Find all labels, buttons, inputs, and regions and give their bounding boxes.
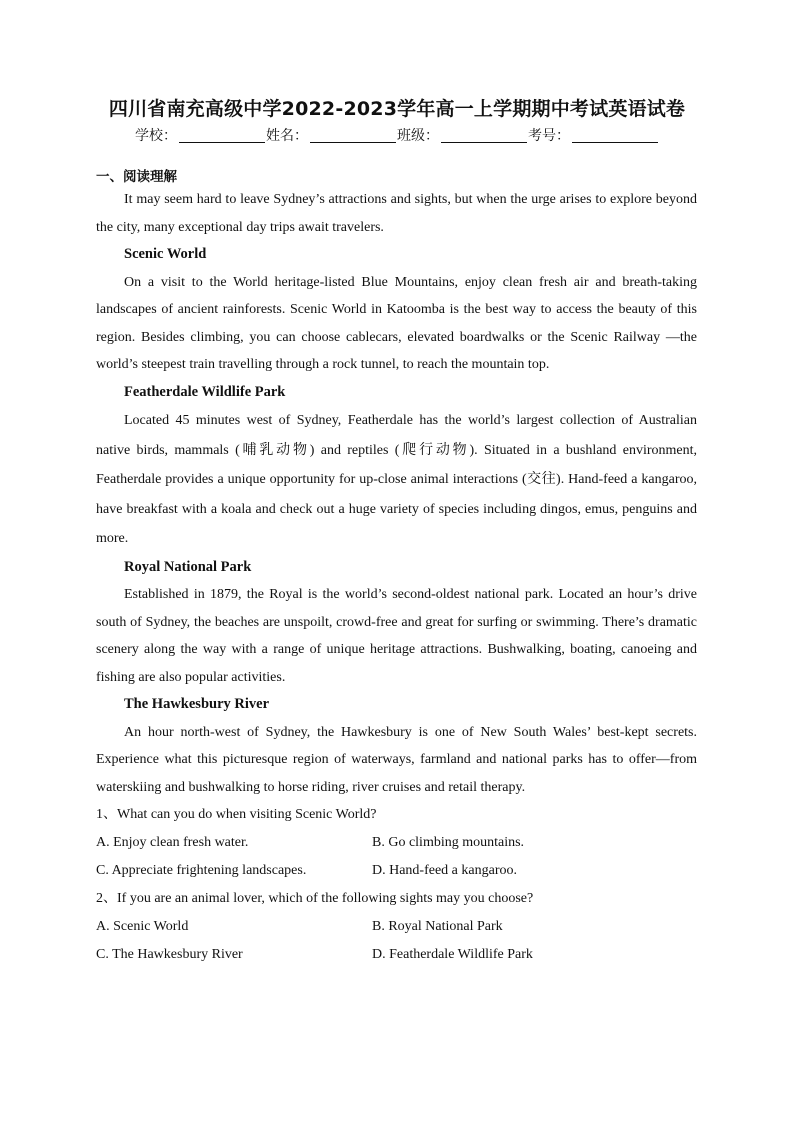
paragraph-scenic-world: On a visit to the World heritage-listed Blue Mountains, enjoy clean fresh air and breath-taking landscapes of ancient rainforests. Scenic World in Katoomba is the best way to access the beauty of this region. Besides climbing, you can choose cablecars, elevated boardwalks or the Scenic Railway —the world’s steepest train travelling through a rock tunnel, to reach the mountain top.: [96, 274, 697, 372]
reading-passage: [96, 186, 697, 969]
question-1-options-row-1: [96, 829, 697, 857]
question-2-option-d[interactable]: D. Featherdale Wildlife Park: [372, 947, 533, 962]
subheading-scenic-world: Scenic World: [124, 246, 207, 262]
number-field: [528, 126, 659, 146]
question-1-stem: 1、What can you do when visiting Scenic World?: [96, 807, 377, 822]
name-blank[interactable]: [310, 128, 396, 143]
number-blank[interactable]: [572, 128, 658, 143]
subheading-featherdale: Featherdale Wildlife Park: [124, 383, 286, 400]
paragraph-royal-national-park: Established in 1879, the Royal is the world’s second-oldest national park. Located an hour’s drive south of Sydney, the beaches are unspoilt, crowd-free and great for surfing or swimming. There’s dramatic scenery along the way with a range of unique heritage attractions. Bushwalking, boating, canoeing and fishing are also popular activities.: [96, 587, 697, 685]
paragraph-hawkesbury-river: An hour north-west of Sydney, the Hawkesbury is one of New South Wales’ best-kept secrets. Experience what this picturesque region of waterways, farmland and national parks has to offer—from waterskiing and bushwalking to horse riding, river cruises and retail therapy.: [96, 724, 697, 795]
subheading-royal-national-park: Royal National Park: [124, 558, 252, 575]
number-label: 考号：: [528, 128, 570, 144]
question-2-options-row-1: [96, 913, 697, 941]
question-2-stem: 2、If you are an animal lover, which of the following sights may you choose?: [96, 891, 534, 906]
question-1-option-a[interactable]: A. Enjoy clean fresh water.: [96, 835, 249, 850]
school-label: 学校：: [135, 128, 177, 144]
class-field: [397, 126, 528, 146]
question-1-option-b[interactable]: B. Go climbing mountains.: [372, 835, 525, 850]
paragraph-featherdale: Located 45 minutes west of Sydney, Featherdale has the world’s largest collection of Australian native birds, mammals (哺乳动物) and reptiles (爬行动物). Situated in a bushland environment, Featherdale provides a unique opportunity for up-close animal interactions (交往). Hand-feed a kangaroo, have breakfast with a koala and check out a huge variety of species including dingos, emus, penguins and more.: [96, 413, 697, 546]
question-2-option-c[interactable]: C. The Hawkesbury River: [96, 947, 243, 962]
passage-intro: It may seem hard to leave Sydney’s attractions and sights, but when the urge arises to explore beyond the city, many exceptional day trips await travelers.: [96, 192, 697, 235]
student-info-line: [0, 126, 794, 146]
page-title: 四川省南充高级中学2022-2023学年高一上学期期中考试英语试卷: [108, 98, 686, 120]
name-field: [266, 126, 397, 146]
class-blank[interactable]: [441, 128, 527, 143]
section-heading: 一、阅读理解: [96, 169, 177, 185]
name-label: 姓名：: [266, 128, 308, 144]
question-1-option-c[interactable]: C. Appreciate frightening landscapes.: [96, 863, 307, 878]
question-2-options-row-2: [96, 941, 697, 969]
question-2-option-b[interactable]: B. Royal National Park: [372, 919, 503, 934]
class-label: 班级：: [397, 128, 439, 144]
subheading-hawkesbury-river: The Hawkesbury River: [124, 696, 269, 712]
school-field: [135, 126, 266, 146]
question-1-options-row-2: [96, 857, 697, 885]
question-1-option-d[interactable]: D. Hand-feed a kangaroo.: [372, 863, 517, 878]
school-blank[interactable]: [179, 128, 265, 143]
question-2-option-a[interactable]: A. Scenic World: [96, 919, 189, 934]
